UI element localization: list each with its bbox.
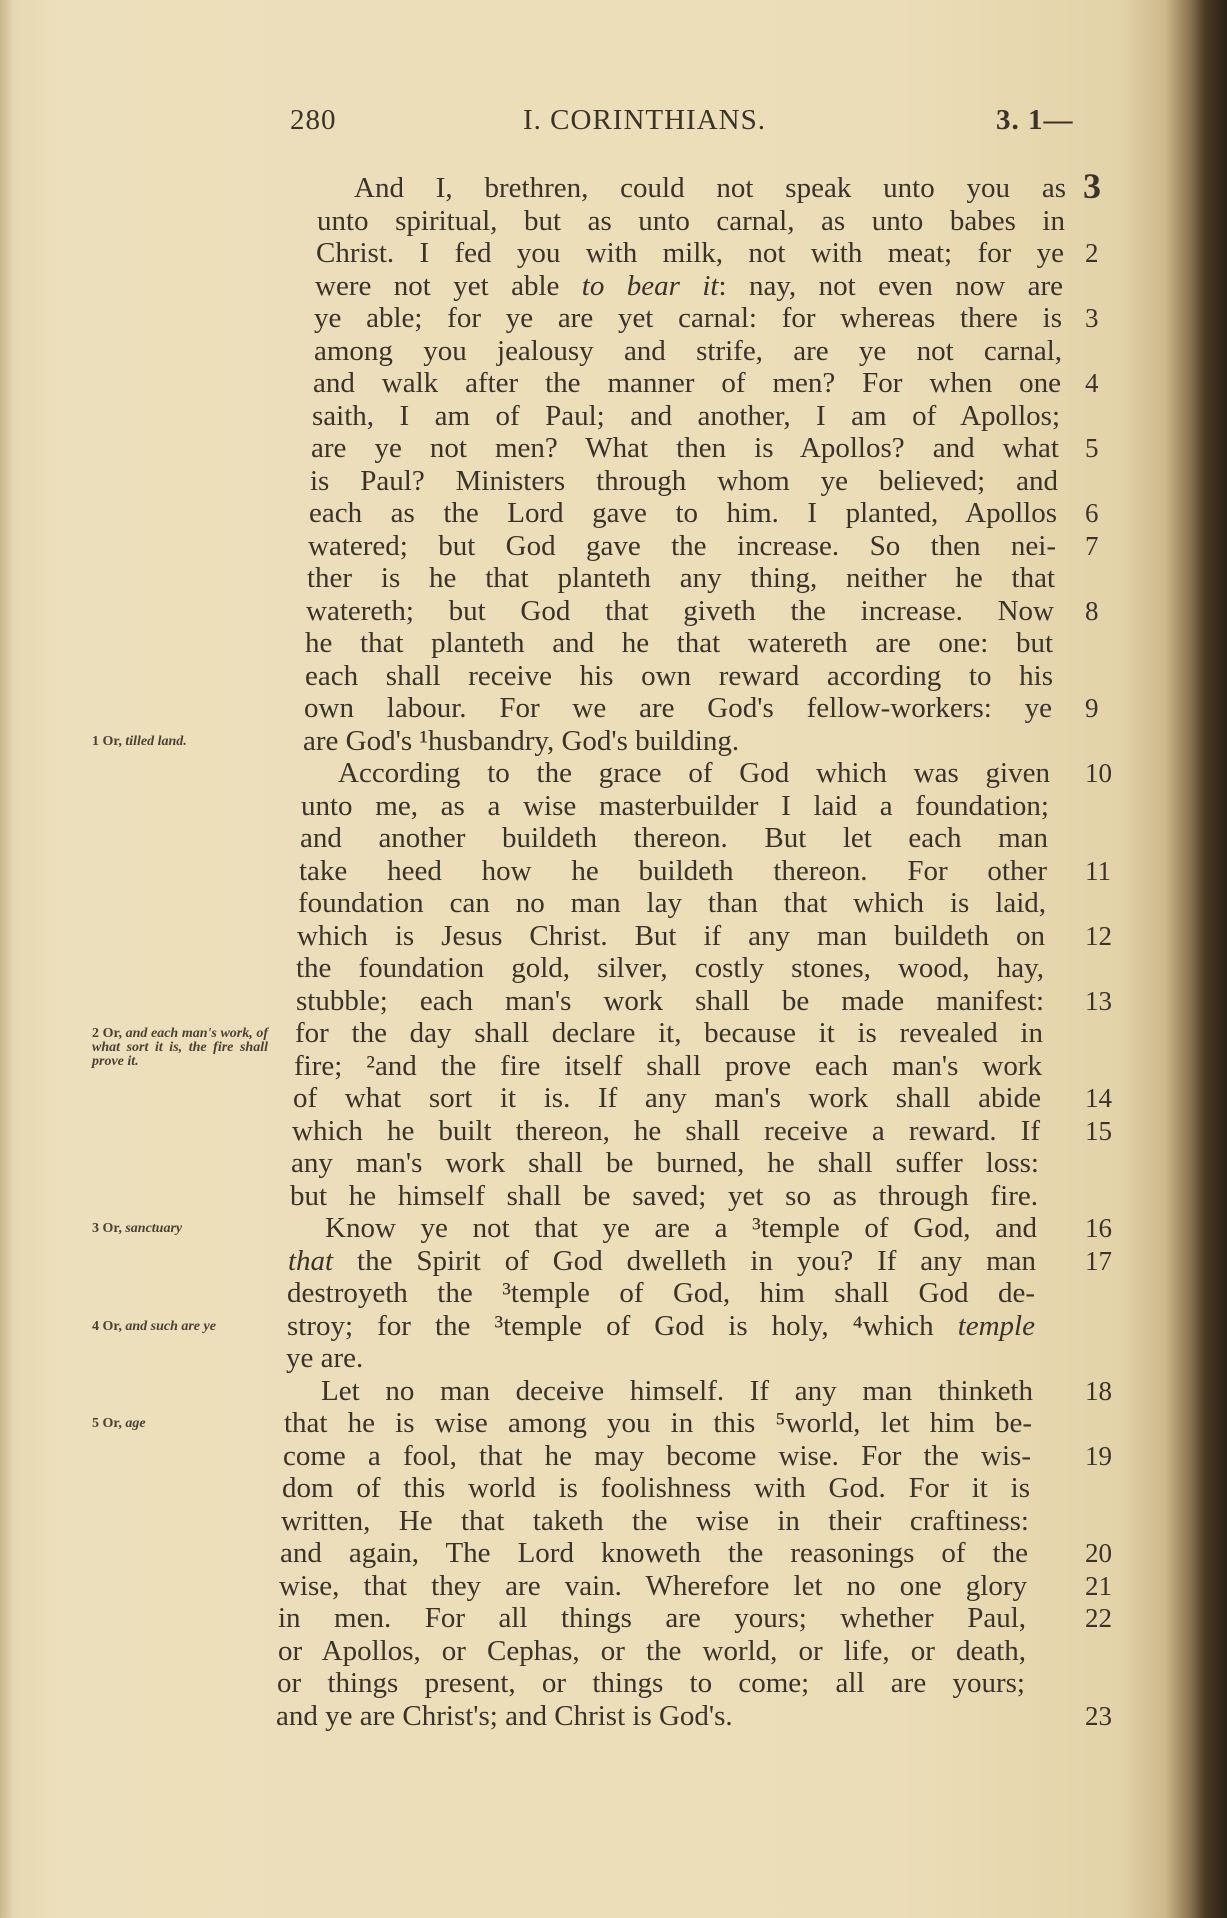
text-line: [315, 270, 1063, 302]
verse-number: 22: [1085, 1603, 1112, 1633]
text-segment: watered; but God gave the increase. So then nei-: [308, 529, 1056, 562]
verse-number: 10: [1085, 758, 1112, 788]
text-line: [338, 757, 1050, 789]
text-segment: ye are.: [286, 1342, 364, 1374]
text-line: [305, 627, 1053, 659]
text-line: [296, 952, 1044, 984]
note-prefix: Or,: [102, 1318, 122, 1334]
text-segment: or Apollos, or Cephas, or the world, or life, or death,: [278, 1634, 1026, 1667]
text-segment: but he himself shall be saved; yet so as through fire.: [290, 1179, 1038, 1212]
note-number: 5: [92, 1416, 99, 1431]
text-line: [287, 1277, 1035, 1309]
text-segment: among you jealousy and strife, are ye not carnal,: [314, 334, 1062, 367]
note-prefix: Or,: [102, 1416, 122, 1431]
chapter-reference: 3. 1—: [996, 104, 1074, 136]
text-segment: each as the Lord gave to him. I planted, Apollos: [309, 497, 1057, 529]
note-prefix: Or,: [102, 1026, 122, 1041]
note-text: and such are ye: [125, 1318, 216, 1334]
text-line: [291, 1147, 1039, 1179]
verse-number: 11: [1085, 855, 1111, 886]
text-segment: According to the grace of God which was given: [338, 757, 1050, 789]
note-prefix: Or,: [102, 1221, 122, 1236]
text-line: [354, 172, 1066, 204]
text-line: [290, 1180, 1038, 1212]
text-line: [287, 1310, 1035, 1342]
text-line: [310, 465, 1058, 497]
margin-note: [92, 735, 272, 749]
verse-number: 16: [1085, 1213, 1112, 1243]
book-title: I. CORINTHIANS.: [523, 104, 766, 136]
verse-number: 14: [1085, 1083, 1112, 1113]
text-line: [297, 920, 1045, 952]
text-line: [279, 1570, 1027, 1602]
text-segment: or things present, or things to come; all are yours;: [277, 1667, 1025, 1699]
text-line: [300, 822, 1048, 854]
text-line: [276, 1700, 1024, 1732]
text-line: [292, 1115, 1040, 1147]
text-line: [294, 1050, 1042, 1082]
text-segment: each shall receive his own reward according to his: [305, 659, 1053, 692]
text-segment: destroyeth the ³temple of God, him shall God de-: [287, 1277, 1035, 1309]
text-line: [316, 237, 1064, 269]
text-segment: the foundation gold, silver, costly stones, wood, hay,: [296, 952, 1044, 984]
verse-number: 2: [1085, 238, 1099, 268]
text-line: [304, 692, 1052, 724]
text-line: [299, 855, 1047, 887]
note-text: age: [125, 1416, 146, 1431]
text-line: [325, 1212, 1037, 1244]
text-line: [288, 1245, 1036, 1277]
italic-text: temple: [957, 1309, 1035, 1342]
text-segment: stroy; for the ³temple of God is holy, ⁴which: [287, 1309, 958, 1342]
text-segment: are ye not men? What then is Apollos? and what: [311, 432, 1059, 464]
text-line: [293, 1082, 1041, 1114]
text-segment: he that planteth and he that watereth are one: but: [305, 627, 1053, 659]
text-segment: ye able; for ye are yet carnal: for whereas there is: [314, 302, 1062, 334]
text-segment: and walk after the manner of men? For when one: [313, 367, 1061, 399]
text-line: [317, 205, 1065, 237]
text-line: [280, 1537, 1028, 1569]
note-prefix: Or,: [102, 733, 122, 749]
text-line: [307, 562, 1055, 594]
chapter-number: 3: [1083, 166, 1101, 206]
verse-number: 8: [1085, 595, 1099, 626]
note-text: sanctuary: [125, 1221, 183, 1236]
text-line: [313, 367, 1061, 399]
text-segment: come a fool, that he may become wise. For the wis-: [283, 1439, 1031, 1472]
text-segment: written, He that taketh the wise in their craftiness:: [281, 1504, 1029, 1537]
text-segment: take heed how he buildeth thereon. For other: [299, 854, 1047, 887]
text-line: [278, 1635, 1026, 1667]
margin-note: [92, 1417, 272, 1431]
text-line: [283, 1440, 1031, 1472]
note-number: 4: [92, 1318, 99, 1334]
text-segment: Christ. I fed you with milk, not with meat; for ye: [316, 237, 1064, 269]
italic-text: to bear it: [581, 269, 719, 302]
text-line: [295, 1017, 1043, 1049]
text-segment: of what sort it is. If any man's work shall abide: [293, 1082, 1041, 1114]
verse-number: 21: [1085, 1570, 1112, 1601]
text-line: [282, 1472, 1030, 1504]
text-segment: are God's ¹husbandry, God's building.: [303, 724, 740, 757]
text-line: [298, 887, 1046, 919]
text-line: [296, 985, 1044, 1017]
text-segment: Let no man deceive himself. If any man thinketh: [321, 1374, 1033, 1407]
text-line: [311, 432, 1059, 464]
text-segment: fire; ²and the fire itself shall prove each man's work: [294, 1049, 1042, 1082]
note-text: tilled land.: [125, 733, 187, 749]
text-segment: were not yet able: [315, 269, 582, 302]
text-line: [301, 790, 1049, 822]
margin-note: [92, 1222, 272, 1236]
verse-number: 9: [1085, 693, 1099, 723]
text-line: [314, 335, 1062, 367]
text-line: [305, 660, 1053, 692]
note-number: 1: [92, 733, 99, 749]
verse-number: 7: [1085, 530, 1099, 561]
text-segment: dom of this world is foolishness with God. For it is: [282, 1472, 1030, 1504]
text-line: [277, 1667, 1025, 1699]
verse-number: 19: [1085, 1440, 1112, 1471]
margin-note: [92, 1320, 272, 1334]
text-line: [312, 400, 1060, 432]
text-segment: that he is wise among you in this ⁵world, let him be-: [284, 1407, 1032, 1439]
verse-number: 13: [1085, 985, 1112, 1016]
text-line: [281, 1505, 1029, 1537]
italic-text: that: [288, 1244, 334, 1277]
text-segment: which he built thereon, he shall receive a reward. If: [292, 1114, 1040, 1147]
note-number: 3: [92, 1221, 99, 1236]
text-segment: watereth; but God that giveth the increase. Now: [306, 594, 1054, 627]
text-segment: and again, The Lord knoweth the reasonings of the: [280, 1537, 1028, 1569]
text-segment: own labour. For we are God's fellow-workers: ye: [304, 692, 1052, 724]
verse-number: 5: [1085, 433, 1099, 463]
note-text: and each man's work, of what sort it is, the fire shall prove it.: [92, 1026, 269, 1069]
verse-number: 3: [1085, 303, 1099, 333]
text-line: [308, 530, 1056, 562]
verse-number: 6: [1085, 498, 1099, 528]
text-line: [314, 302, 1062, 334]
text-line: [303, 725, 1051, 757]
text-line: [306, 595, 1054, 627]
text-segment: for the day shall declare it, because it is revealed in: [295, 1017, 1043, 1049]
verse-number: 18: [1085, 1375, 1112, 1406]
text-segment: which is Jesus Christ. But if any man buildeth on: [297, 919, 1045, 952]
text-line: [284, 1407, 1032, 1439]
text-segment: And I, brethren, could not speak unto you as: [354, 172, 1066, 204]
text-segment: foundation can no man lay than that which is laid,: [298, 887, 1046, 919]
text-segment: unto spiritual, but as unto carnal, as unto babes in: [317, 204, 1065, 237]
text-segment: stubble; each man's work shall be made manifest:: [296, 984, 1044, 1017]
verse-number: 12: [1085, 920, 1112, 951]
text-segment: ther is he that planteth any thing, neither he that: [307, 562, 1055, 594]
text-segment: wise, that they are vain. Wherefore let no one glory: [279, 1569, 1027, 1602]
verse-number: 20: [1085, 1538, 1112, 1568]
text-segment: : nay, not even now are: [718, 269, 1063, 302]
verse-number: 15: [1085, 1115, 1112, 1146]
text-segment: and another buildeth thereon. But let each man: [300, 822, 1048, 854]
verse-number: 23: [1085, 1700, 1112, 1731]
text-segment: in men. For all things are yours; whether Paul,: [278, 1602, 1026, 1634]
verse-number: 4: [1085, 368, 1099, 398]
text-segment: saith, I am of Paul; and another, I am of Apollos;: [312, 399, 1060, 432]
text-line: [286, 1342, 1034, 1374]
page-number: 280: [290, 104, 337, 136]
margin-note: [92, 1027, 268, 1069]
text-line: [278, 1602, 1026, 1634]
text-segment: unto me, as a wise masterbuilder I laid a foundation;: [301, 789, 1049, 822]
text-segment: the Spirit of God dwelleth in you? If any man: [333, 1244, 1036, 1277]
text-line: [321, 1375, 1033, 1407]
text-segment: and ye are Christ's; and Christ is God's.: [276, 1699, 733, 1732]
text-segment: is Paul? Ministers through whom ye believed; and: [310, 464, 1058, 497]
text-segment: Know ye not that ye are a ³temple of God, and: [325, 1212, 1037, 1244]
note-number: 2: [92, 1026, 99, 1041]
text-segment: any man's work shall be burned, he shall suffer loss:: [291, 1147, 1039, 1179]
verse-number: 17: [1085, 1245, 1112, 1276]
text-line: [309, 497, 1057, 529]
